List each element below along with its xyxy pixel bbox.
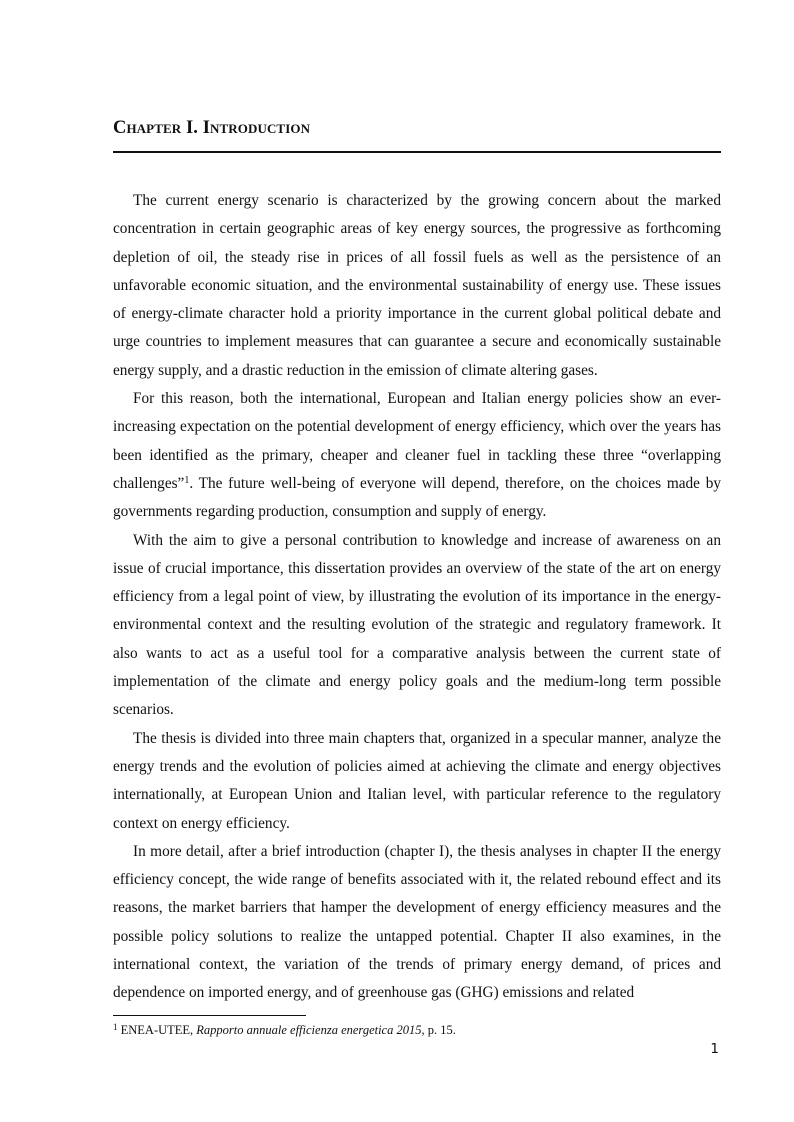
footnote-page: , p. 15.	[421, 1023, 456, 1037]
paragraph-3: With the aim to give a personal contribution to knowledge and increase of awareness on an issue of crucial importance, this dissertation provides an overview of the state of the art on energy efficiency from a legal point of view, by illustrating the evolution of its importance in the energy-environmental context and the resulting evolution of the strategic and regulatory framework. It also wants to act as a useful tool for a comparative analysis between the current state of implementation of the climate and energy policy goals and the medium-long term possible scenarios.	[113, 531, 721, 719]
footnote-divider	[113, 1015, 306, 1016]
footnote-number: 1	[113, 1022, 118, 1032]
paragraph-1: The current energy scenario is characterized by the growing concern about the marked concentration in certain geographic areas of key energy sources, the progressive as forthcoming depletion of oil, the steady rise in prices of all fossil fuels as well as the persistence of an unfavorable economic situation, and the environmental sustainability of energy use. These issues of energy-climate character hold a priority importance in the current global political debate and urge countries to implement measures that can guarantee a secure and economically sustainable energy supply, and a drastic reduction in the emission of climate altering gases.	[113, 192, 721, 379]
paragraph-2-text-a: For this reason, both the international, European and Italian energy policies show an ever-increasing expectation on the potential development of energy efficiency, which over the years has been identified as the primary, cheaper and cleaner fuel in tackling these three “overlapping challenges”	[113, 390, 721, 492]
page-number: 1	[710, 1041, 719, 1057]
paragraph-5: In more detail, after a brief introduction (chapter I), the thesis analyses in chapter II the energy efficiency concept, the wide range of benefits associated with it, the related rebound effect and its reasons, the market barriers that hamper the development of energy efficiency measures and the possible policy solutions to realize the untapped potential. Chapter II also examines, in the international context, the variation of the trends of primary energy demand, of prices and dependence on imported energy, and of greenhouse gas (GHG) emissions and related	[113, 842, 721, 1002]
title-divider	[113, 151, 721, 153]
body-text	[113, 187, 721, 1008]
footnote-reference[interactable]: 1	[184, 474, 190, 486]
paragraph-2-text-b: . The future well-being of everyone will depend, therefore, on the choices made by governments regarding production, consumption and supply of energy.	[113, 474, 721, 521]
paragraph-2	[113, 385, 721, 526]
paragraph-4: The thesis is divided into three main chapters that, organized in a specular manner, analyze the energy trends and the evolution of policies aimed at achieving the climate and energy objectives internationally, at European Union and Italian level, with particular reference to the regulatory context on energy efficiency.	[113, 729, 721, 832]
footnote	[113, 1022, 721, 1038]
chapter-title: Chapter I. Introduction	[113, 118, 311, 138]
footnote-author: ENEA-UTEE,	[120, 1023, 197, 1037]
footnote-title: Rapporto annuale efficienza energetica 2015	[196, 1023, 422, 1037]
